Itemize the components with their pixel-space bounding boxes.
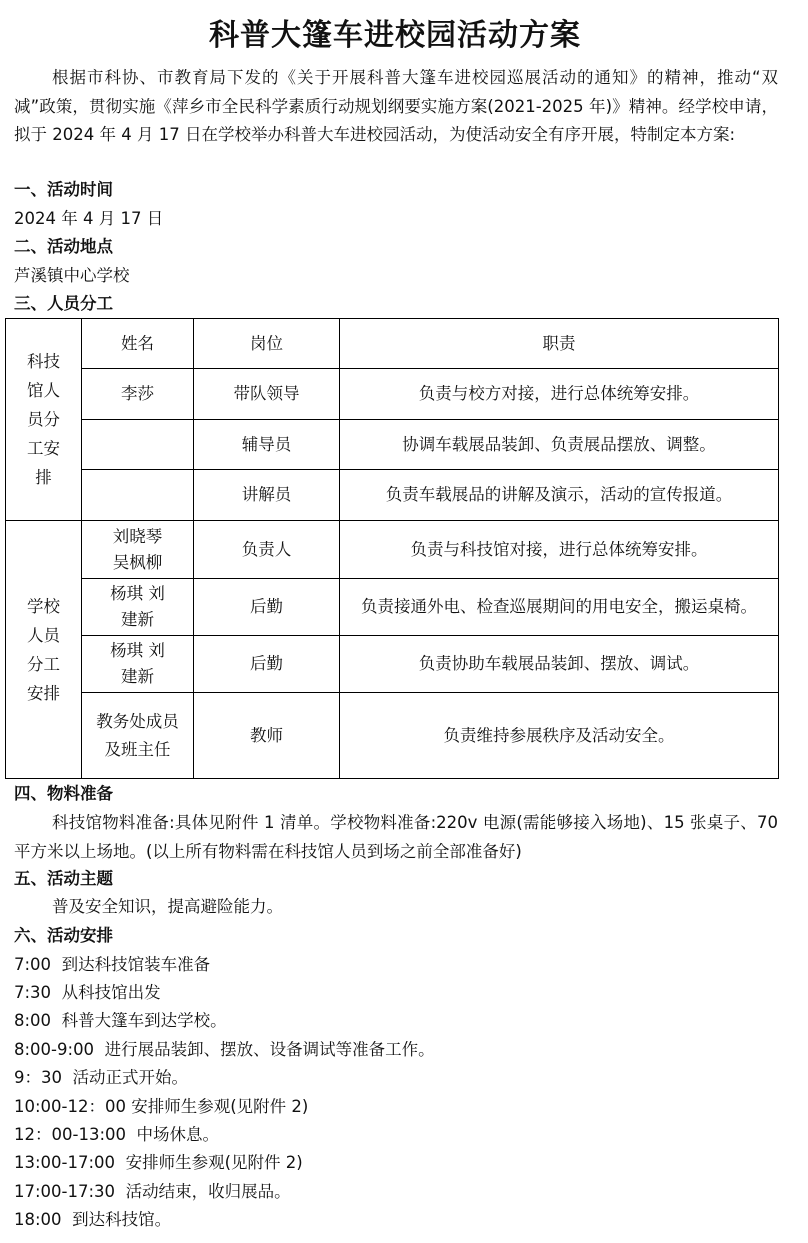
schedule-text: 到达科技馆装车准备	[61, 955, 211, 974]
schedule-text: 科普大篷车到达学校。	[61, 1011, 227, 1030]
schedule-time: 7:30	[14, 983, 52, 1002]
staff-duty: 负责接通外电、检查巡展期间的用电安全，搬运桌椅。	[340, 579, 779, 636]
table-row	[6, 636, 779, 693]
table-row	[6, 693, 779, 779]
schedule-text: 安排师生参观(见附件 2)	[125, 1153, 303, 1172]
header-name: 姓名	[82, 319, 194, 369]
section-heading-location: 二、活动地点	[14, 237, 113, 256]
header-duty: 职责	[340, 319, 779, 369]
table-row	[6, 579, 779, 636]
schedule-time: 7:00	[14, 955, 52, 974]
staff-position: 负责人	[194, 521, 340, 579]
staff-name: 教务处成员及班主任	[82, 693, 194, 779]
schedule-time: 10:00-12：00	[14, 1097, 126, 1116]
schedule-text: 到达科技馆。	[72, 1210, 172, 1229]
staff-position: 讲解员	[194, 470, 340, 521]
schedule-item	[14, 1123, 219, 1147]
schedule-time: 18:00	[14, 1210, 62, 1229]
section-heading-staff: 三、人员分工	[14, 294, 113, 313]
staff-name: 杨琪 刘建新	[82, 579, 194, 636]
schedule-time: 17:00-17:30	[14, 1182, 116, 1201]
schedule-time: 8:00-9:00	[14, 1040, 95, 1059]
schedule-item	[14, 1180, 291, 1204]
section-heading-theme: 五、活动主题	[14, 869, 113, 888]
staff-position: 后勤	[194, 579, 340, 636]
staff-duty: 协调车载展品装卸、负责展品摆放、调整。	[340, 420, 779, 470]
staff-assignment-table	[5, 318, 779, 779]
section-heading-time: 一、活动时间	[14, 180, 113, 199]
schedule-text: 安排师生参观(见附件 2)	[131, 1097, 309, 1116]
staff-name	[82, 470, 194, 521]
materials-paragraph: 科技馆物料准备:具体见附件 1 清单。学校物料准备:220v 电源(需能够接入场地)、15 张桌子、70 平方米以上场地。(以上所有物料需在科技馆人员到场之前全部准备好)	[14, 813, 778, 861]
staff-duty: 负责维持参展秩序及活动安全。	[340, 693, 779, 779]
table-row	[6, 521, 779, 579]
section-heading-materials: 四、物料准备	[14, 784, 113, 803]
table-row	[6, 369, 779, 420]
table-row	[6, 470, 779, 521]
staff-position: 带队领导	[194, 369, 340, 420]
activity-date: 2024 年 4 月 17 日	[14, 209, 164, 228]
school-group-label: 学校人员分工安排	[6, 521, 82, 779]
staff-name: 李莎	[82, 369, 194, 420]
document-title: 科普大篷车进校园活动方案	[209, 18, 581, 53]
staff-position: 教师	[194, 693, 340, 779]
schedule-text: 活动结束，收归展品。	[125, 1182, 291, 1201]
schedule-item	[14, 953, 210, 977]
schedule-text: 中场休息。	[136, 1125, 219, 1144]
staff-position: 后勤	[194, 636, 340, 693]
staff-name	[82, 420, 194, 470]
museum-group-label: 科技馆人员分工安排	[6, 319, 82, 521]
staff-duty: 负责协助车载展品装卸、摆放、调试。	[340, 636, 779, 693]
staff-name: 刘晓琴 吴枫柳	[82, 521, 194, 579]
schedule-time: 13:00-17:00	[14, 1153, 116, 1172]
schedule-item	[14, 1009, 227, 1033]
staff-position: 辅导员	[194, 420, 340, 470]
schedule-text: 进行展品装卸、摆放、设备调试等准备工作。	[104, 1040, 435, 1059]
schedule-text: 从科技馆出发	[61, 983, 161, 1002]
intro-paragraph: 根据市科协、市教育局下发的《关于开展科普大篷车进校园巡展活动的通知》的精神，推动“双减”政策，贯彻实施《萍乡市全民科学素质行动规划纲要实施方案(2021-2025 年)》精神。经学校申请，拟于 2024 年 4 月 17 日在学校举办科普大车进校园活动，为使活动安全有序开展，特制定本方案:	[14, 68, 778, 144]
schedule-time: 9：30	[14, 1068, 62, 1087]
section-heading-schedule: 六、活动安排	[14, 926, 113, 945]
schedule-item	[14, 1038, 435, 1062]
activity-location: 芦溪镇中心学校	[14, 266, 130, 285]
schedule-item	[14, 1151, 303, 1175]
header-position: 岗位	[194, 319, 340, 369]
table-row	[6, 420, 779, 470]
activity-theme: 普及安全知识，提高避险能力。	[52, 897, 283, 916]
schedule-item	[14, 981, 161, 1005]
staff-duty: 负责与科技馆对接，进行总体统筹安排。	[340, 521, 779, 579]
staff-duty: 负责与校方对接，进行总体统筹安排。	[340, 369, 779, 420]
schedule-item	[14, 1208, 171, 1232]
schedule-item	[14, 1066, 188, 1090]
staff-duty: 负责车载展品的讲解及演示，活动的宣传报道。	[340, 470, 779, 521]
schedule-time: 8:00	[14, 1011, 52, 1030]
schedule-text: 活动正式开始。	[72, 1068, 188, 1087]
schedule-time: 12：00-13:00	[14, 1125, 126, 1144]
table-header-row	[6, 319, 779, 369]
schedule-item	[14, 1095, 308, 1119]
staff-name: 杨琪 刘建新	[82, 636, 194, 693]
